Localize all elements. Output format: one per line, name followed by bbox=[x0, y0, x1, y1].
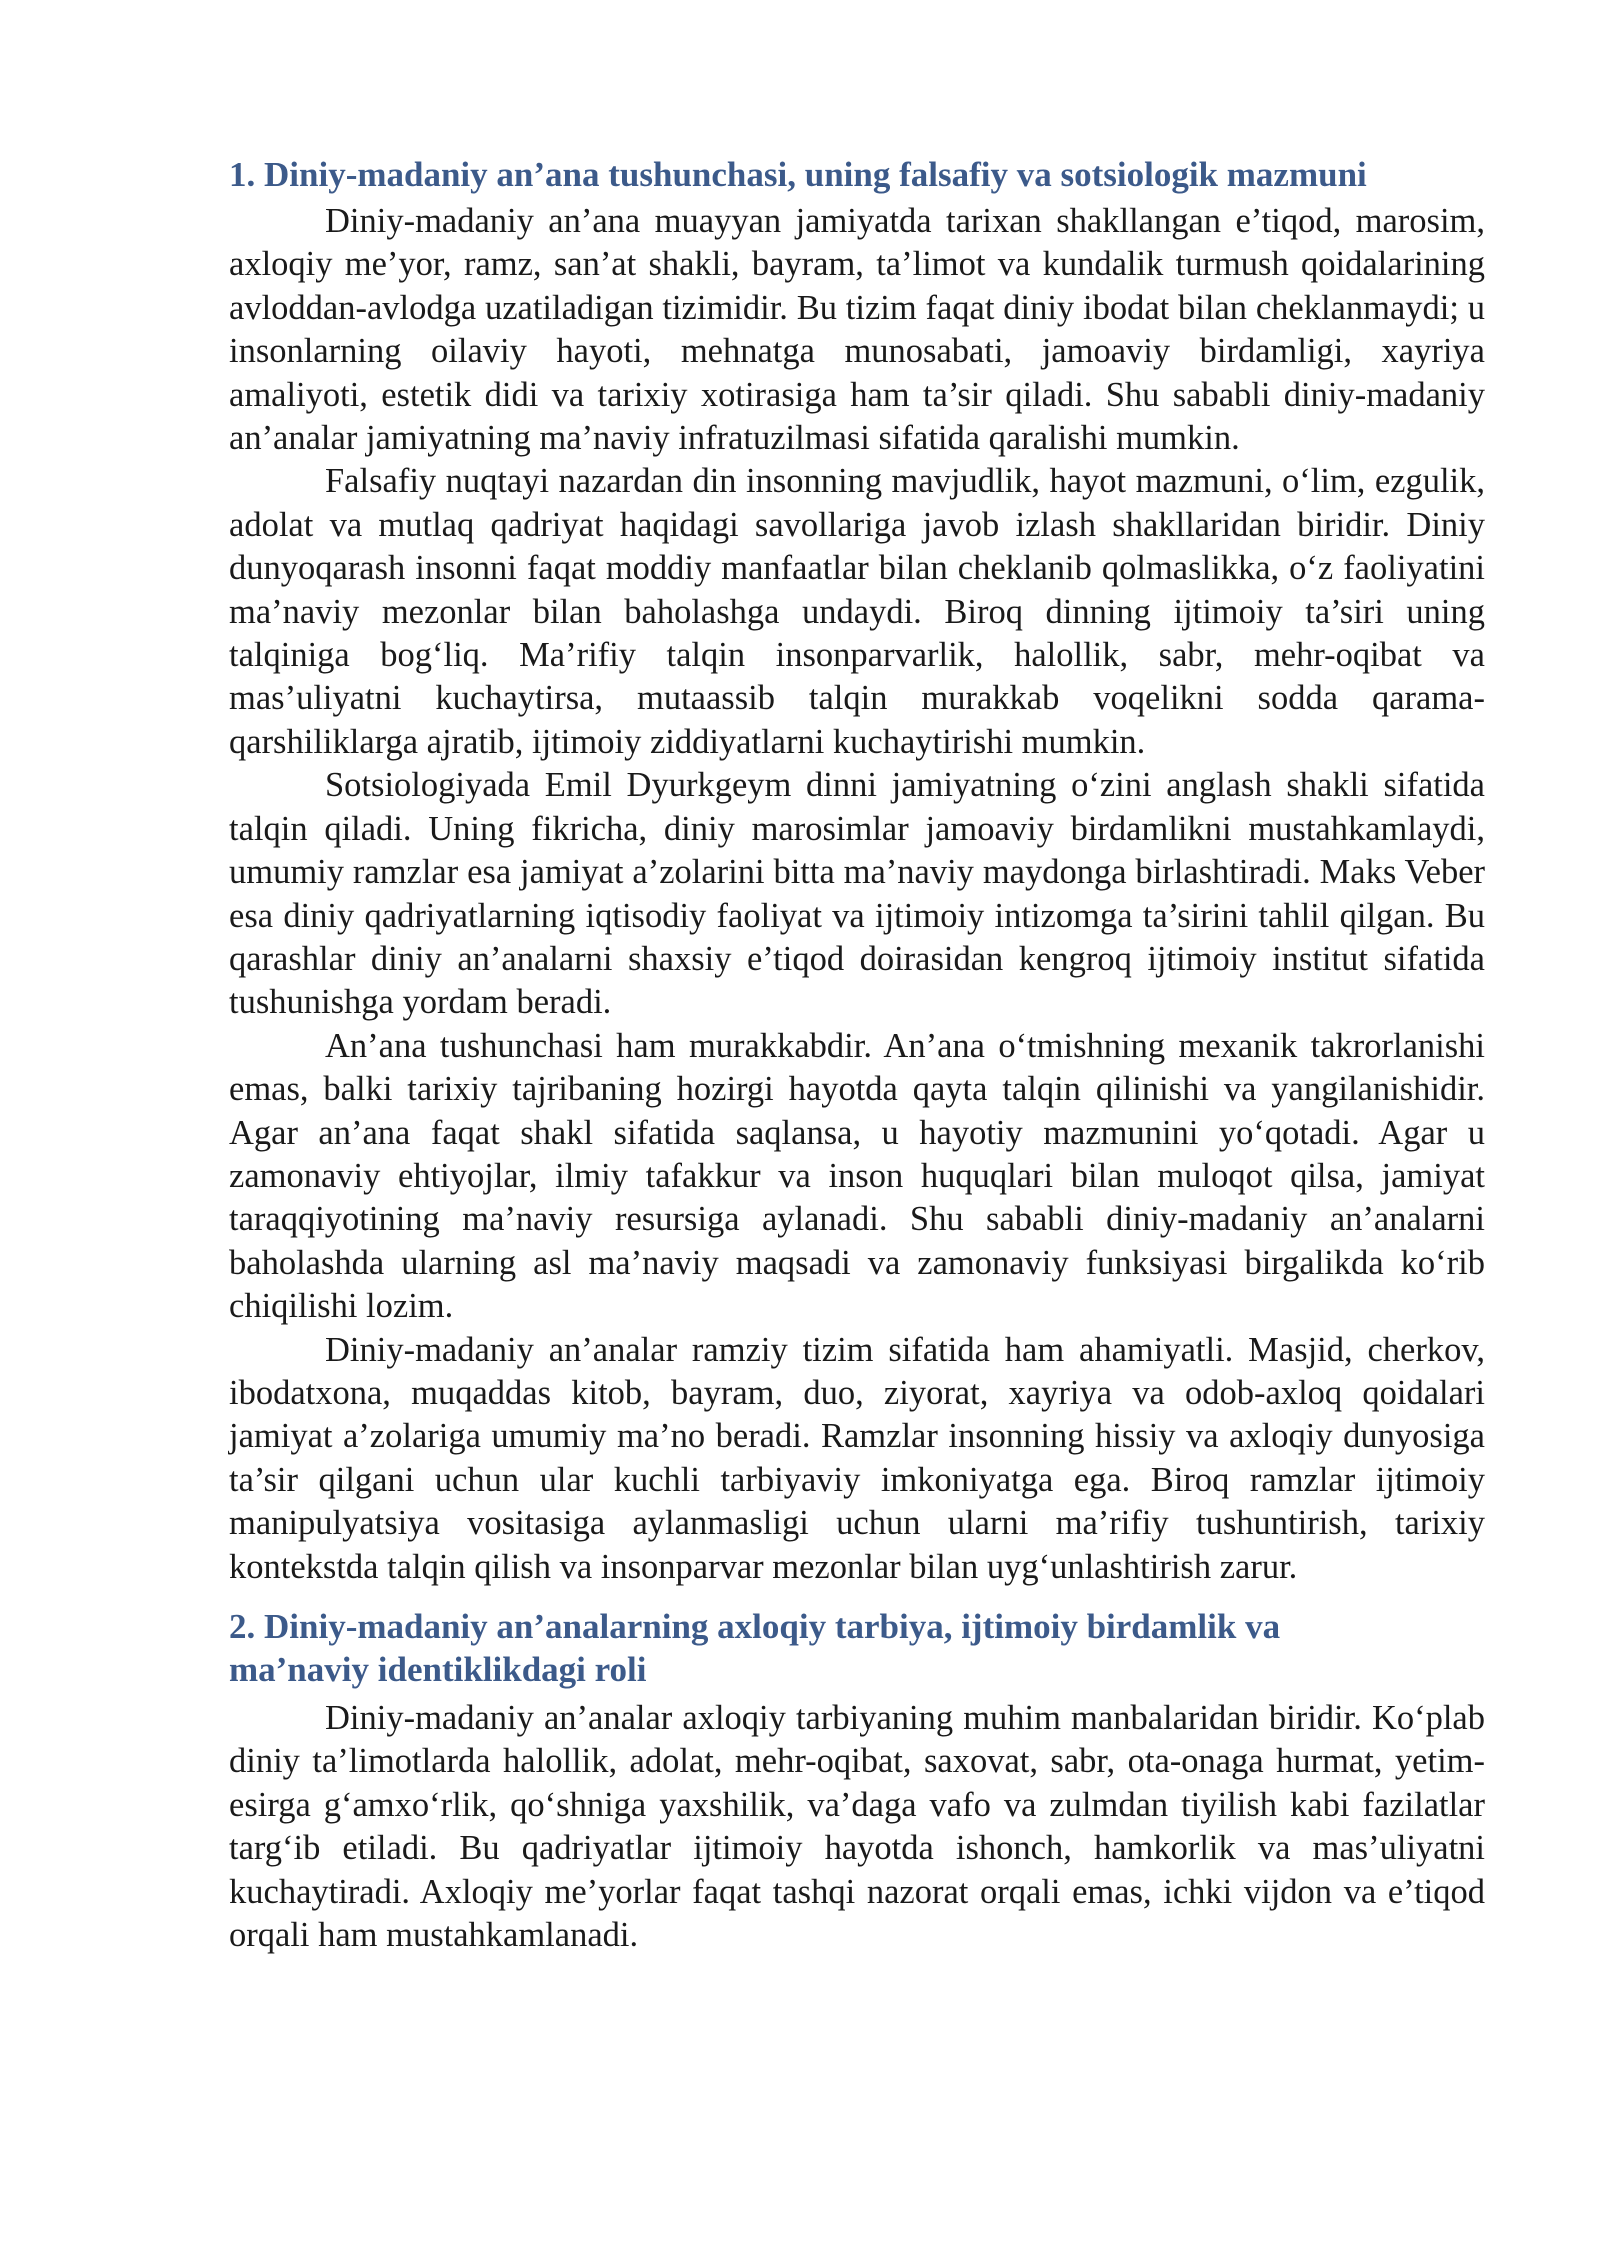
section-1-paragraph-1: Diniy-madaniy an’ana muayyan jamiyatda tarixan shakllangan e’tiqod, marosim, axloqiy me’yor, ramz, san’at shakli, bayram, ta’limot va kundalik turmush qoidalarining avloddan-avlodga uzatiladigan tizimidir. Bu tizim faqat diniy ibodat bilan cheklanmaydi; u insonlarning oilaviy hayoti, mehnatga munosabati, jamoaviy birdamligi, xayriya amaliyoti, estetik didi va tarixiy xotirasiga ham ta’sir qiladi. Shu sababli diniy-madaniy an’analar jamiyatning ma’naviy infratuzilmasi sifatida qaralishi mumkin. bbox=[229, 202, 1485, 458]
section-2-paragraph-1: Diniy-madaniy an’analar axloqiy tarbiyaning muhim manbalaridan biridir. Ko‘plab diniy ta’limotlarda halollik, adolat, mehr-oqibat, saxovat, sabr, ota-onaga hurmat, yetim-esirga g‘amxo‘rlik, qo‘shniga yaxshilik, va’daga vafo va zulmdan tiyilish kabi fazilatlar targ‘ib etiladi. Bu qadriyatlar ijtimoiy hayotda ishonch, hamkorlik va mas’uliyatni kuchaytiradi. Axloqiy me’yorlar faqat tashqi nazorat orqali emas, ichki vijdon va e’tiqod orqali ham mustahkamlanadi. bbox=[229, 1699, 1485, 1955]
section-1-paragraph-4: An’ana tushunchasi ham murakkabdir. An’ana o‘tmishning mexanik takrorlanishi emas, balki tarixiy tajribaning hozirgi hayotda qayta talqin qilinishi va yangilanishidir. Agar an’ana faqat shakl sifatida saqlansa, u hayotiy mazmunini yo‘qotadi. Agar u zamonaviy ehtiyojlar, ilmiy tafakkur va inson huquqlari bilan muloqot qilsa, jamiyat taraqqiyotining ma’naviy resursiga aylanadi. Shu sababli diniy-madaniy an’analarni baholashda ularning asl ma’naviy maqsadi va zamonaviy funksiyasi birgalikda ko‘rib chiqilishi lozim. bbox=[229, 1026, 1485, 1326]
document-page bbox=[229, 153, 1485, 1957]
section-1-paragraph-3: Sotsiologiyada Emil Dyurkgeym dinni jamiyatning o‘zini anglash shakli sifatida talqin qiladi. Uning fikricha, diniy marosimlar jamoaviy birdamlikni mustahkamlaydi, umumiy ramzlar esa jamiyat a’zolarini bitta ma’naviy maydonga birlashtiradi. Maks Veber esa diniy qadriyatlarning iqtisodiy faoliyat va ijtimoiy intizomga ta’sirini tahlil qilgan. Bu qarashlar diniy an’analarni shaxsiy e’tiqod doirasidan kengroq ijtimoiy institut sifatida tushunishga yordam beradi. bbox=[229, 766, 1485, 1022]
section-2-heading-line-1: 2. Diniy-madaniy an’analarning axloqiy tarbiya, ijtimoiy birdamlik va bbox=[229, 1607, 1281, 1646]
section-1-heading: 1. Diniy-madaniy an’ana tushunchasi, uning falsafiy va sotsiologik mazmuni bbox=[229, 155, 1367, 194]
section-1-paragraph-2: Falsafiy nuqtayi nazardan din insonning mavjudlik, hayot mazmuni, o‘lim, ezgulik, adolat va mutlaq qadriyat haqidagi savollariga javob izlash shakllaridan biridir. Diniy dunyoqarash insonni faqat moddiy manfaatlar bilan cheklanib qolmaslikka, o‘z faoliyatini ma’naviy mezonlar bilan baholashga undaydi. Biroq dinning ijtimoiy ta’siri uning talqiniga bog‘liq. Ma’rifiy talqin insonparvarlik, halollik, sabr, mehr-oqibat va mas’uliyatni kuchaytirsa, mutaassib talqin murakkab voqelikni sodda qarama-qarshiliklarga ajratib, ijtimoiy ziddiyatlarni kuchaytirishi mumkin. bbox=[229, 462, 1485, 761]
section-2-heading bbox=[229, 1605, 1485, 1691]
section-1-paragraph-5: Diniy-madaniy an’analar ramziy tizim sifatida ham ahamiyatli. Masjid, cherkov, ibodatxona, muqaddas kitob, bayram, duo, ziyorat, xayriya va odob-axloq qoidalari jamiyat a’zolariga umumiy ma’no beradi. Ramzlar insonning hissiy va axloqiy dunyosiga ta’sir qilgani uchun ular kuchli tarbiyaviy imkoniyatga ega. Biroq ramzlar ijtimoiy manipulyatsiya vositasiga aylanmasligi uchun ularni ma’rifiy tushuntirish, tarixiy kontekstda talqin qilish va insonparvar mezonlar bilan uyg‘unlashtirish zarur. bbox=[229, 1330, 1485, 1586]
section-2-heading-line-2: ma’naviy identiklikdagi roli bbox=[229, 1650, 647, 1689]
